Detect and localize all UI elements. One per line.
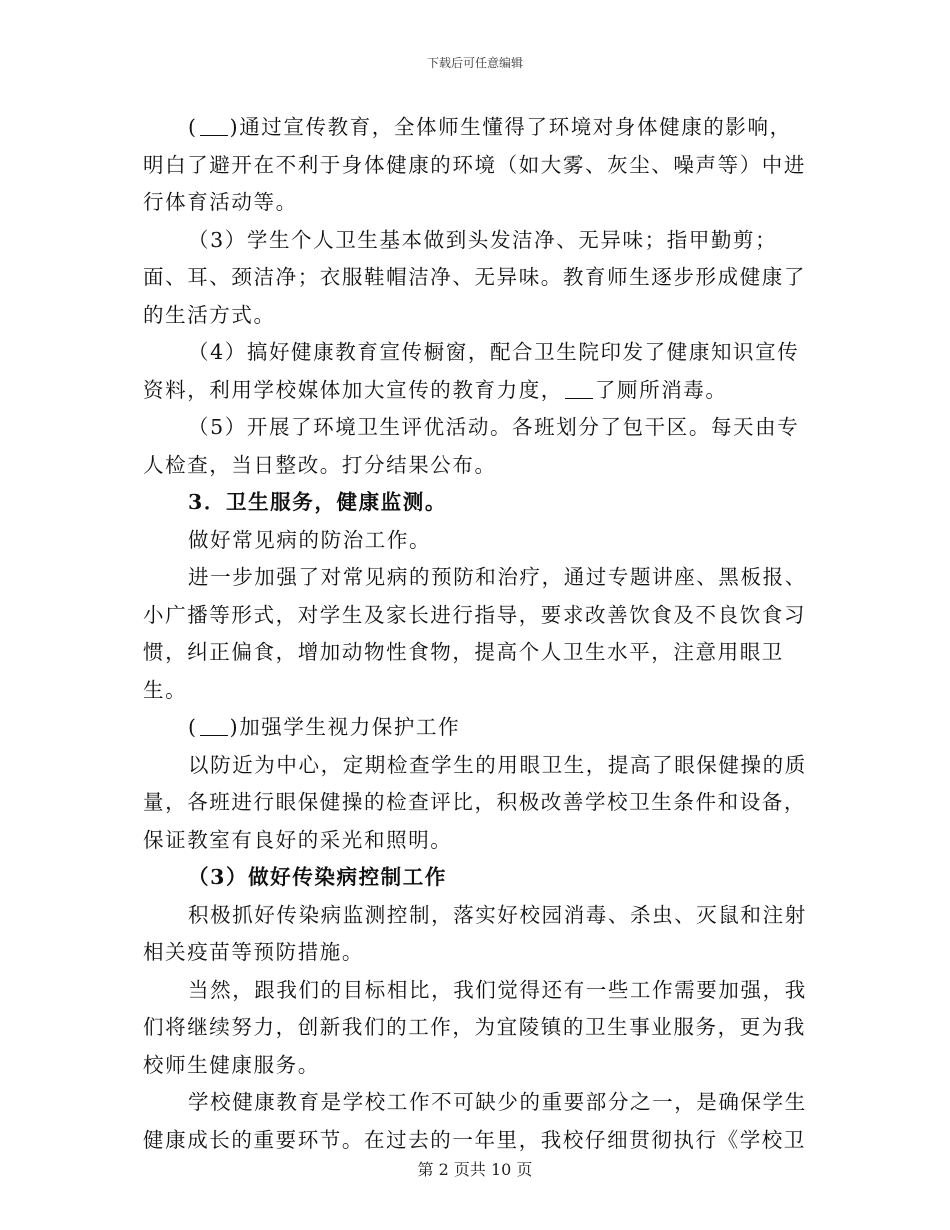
section-heading-health-monitoring: 3．卫生服务，健康监测。 [188, 490, 447, 514]
paragraph-school-health-education: 学校健康教育是学校工作不可缺少的重要部分之一，是确保学生健康成长的重要环节。在过去的一年里，我校仔细贯彻执行《学校卫 [143, 1090, 807, 1152]
section-heading-infectious-disease: （3）做好传染病控制工作 [188, 865, 447, 889]
paragraph-prefix: ( [188, 715, 198, 739]
paragraph-hygiene-evaluation: （5）开展了环境卫生评优活动。各班划分了包干区。每天由专人检查，当日整改。打分结果公布。 [143, 415, 800, 477]
page-header: 下载后可任意编辑 [426, 56, 523, 70]
paragraph-disease-prevention-title: 做好常见病的防治工作。 [188, 527, 432, 552]
paragraph-vision-protection: 以防近为中心，定期检查学生的用眼卫生，提高了眼保健操的质量，各班进行眼保健操的检查评比，积极改善学校卫生条件和设备，保证教室有良好的采光和照明。 [143, 752, 807, 852]
paragraph-prefix: ( [188, 115, 198, 139]
paragraph-conclusion: 当然，跟我们的目标相比，我们觉得还有一些工作需要加强，我们将继续努力，创新我们的工作，为宜陵镇的卫生事业服务，更为我校师生健康服务。 [143, 977, 807, 1077]
document-body [143, 109, 813, 1159]
paragraph-disease-prevention: 进一步加强了对常见病的预防和治疗，通过专题讲座、黑板报、小广播等形式，对学生及家长进行指导，要求改善饮食及不良饮食习惯，纠正偏食，增加动物性食物，提高个人卫生水平，注意用眼卫生。 [143, 565, 807, 702]
blank-underline [200, 117, 228, 136]
paragraph-publicity-window [143, 334, 813, 409]
page-footer: 第 2 页共 10 页 [417, 1160, 533, 1179]
blank-underline [200, 717, 228, 736]
blank-underline [565, 380, 593, 399]
paragraph-text: （4）搞好健康教育宣传橱窗，配合卫生院印发了健康知识宣传资料，利用学校媒体加大宣传的教育力度， [143, 340, 800, 402]
paragraph-environment-education [143, 109, 813, 222]
paragraph-text: )加强学生视力保护工作 [229, 715, 461, 739]
paragraph-text: )通过宣传教育，全体师生懂得了环境对身体健康的影响，明白了避开在不利于身体健康的环境（如大雾、灰尘、噪声等）中进行体育活动等。 [143, 115, 806, 214]
paragraph-personal-hygiene: （3）学生个人卫生基本做到头发洁净、无异味；指甲勤剪；面、耳、颈洁净；衣服鞋帽洁净、无异味。教育师生逐步形成健康了的生活方式。 [143, 227, 806, 327]
paragraph-infectious-disease: 积极抓好传染病监测控制，落实好校园消毒、杀虫、灭鼠和注射相关疫苗等预防措施。 [143, 902, 807, 964]
paragraph-vision-protection-title [143, 709, 813, 747]
paragraph-text: 了厕所消毒。 [594, 377, 728, 402]
